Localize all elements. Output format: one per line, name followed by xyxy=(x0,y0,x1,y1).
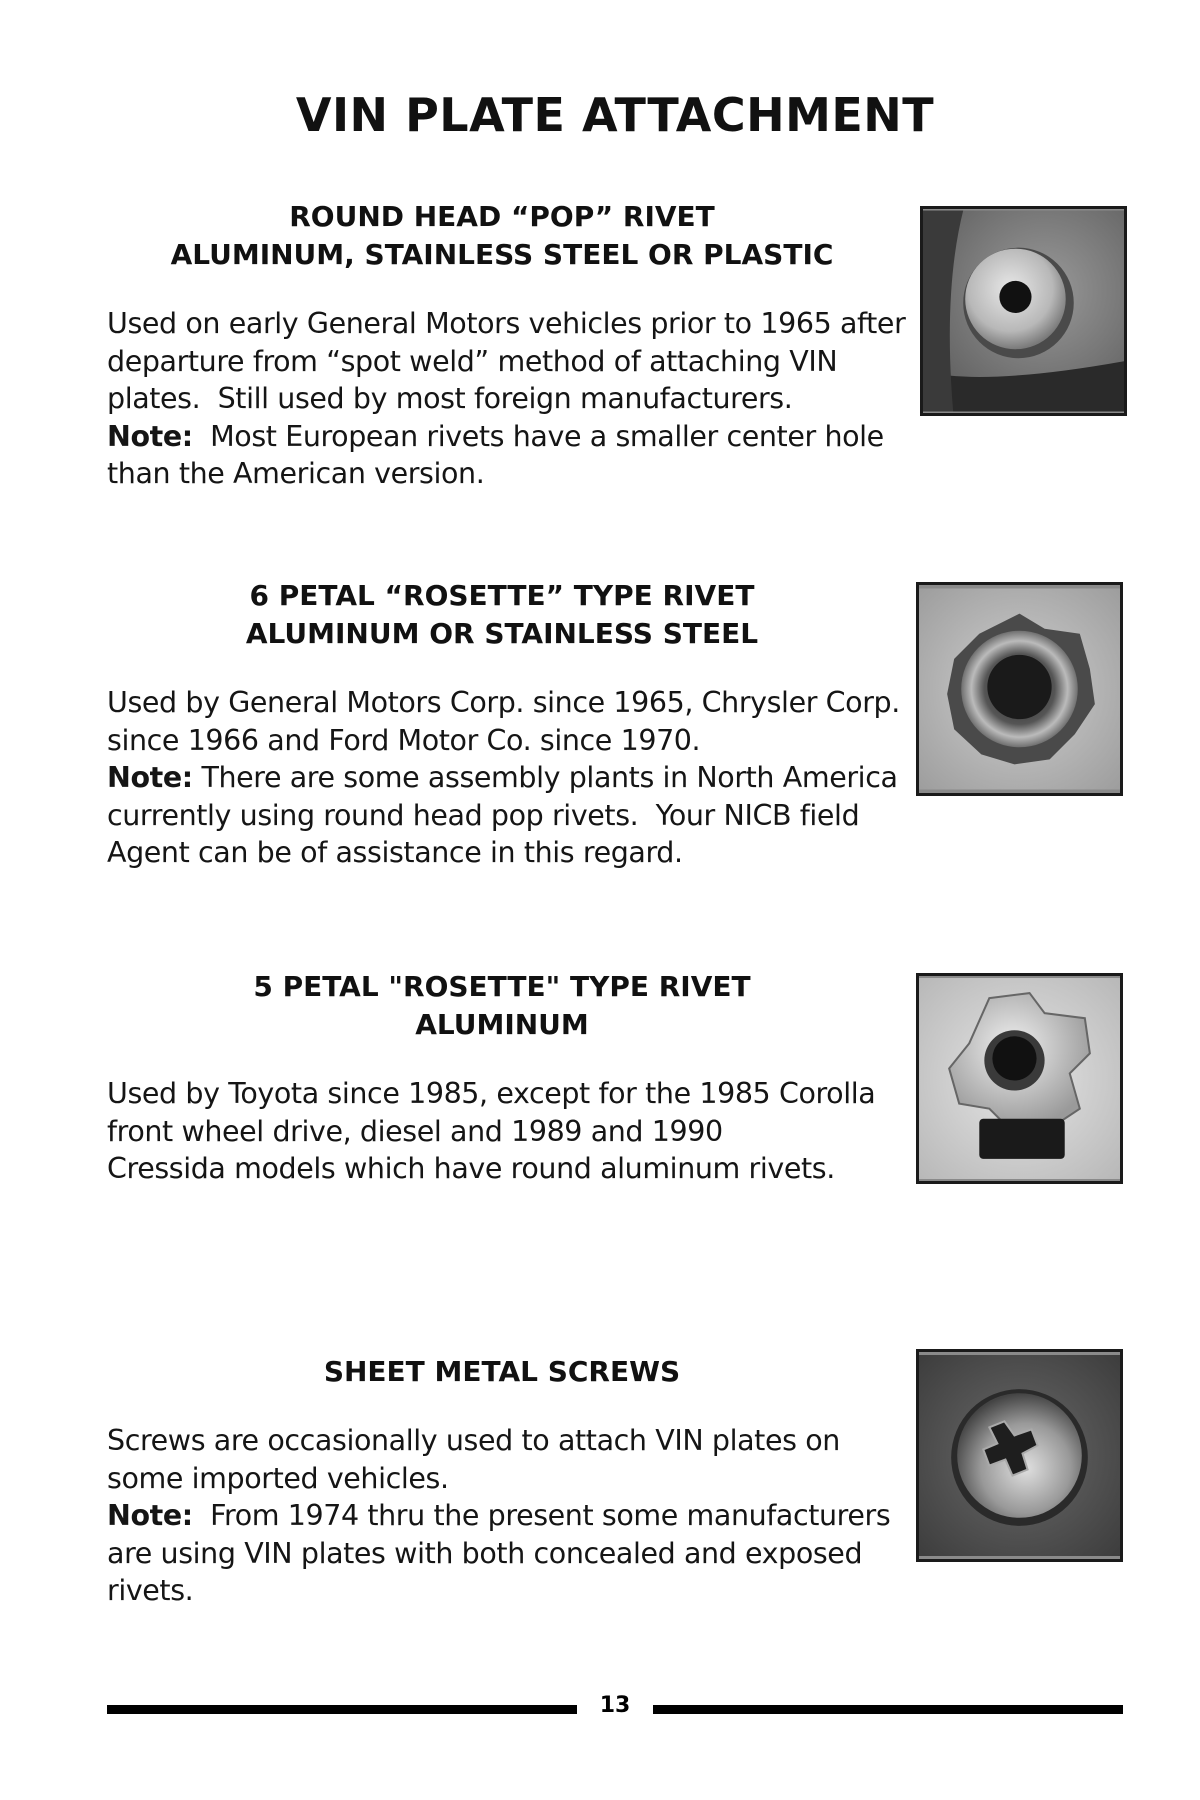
heading-line: ALUMINUM, STAINLESS STEEL OR PLASTIC xyxy=(170,238,834,271)
section-heading xyxy=(107,577,897,653)
heading-line: ALUMINUM OR STAINLESS STEEL xyxy=(245,617,759,650)
five-petal-rivet-image xyxy=(919,976,1120,1181)
note-line xyxy=(107,1497,897,1535)
note-line: rivets. xyxy=(107,1574,194,1607)
body-line: Used by General Motors Corp. since 1965, Chrysler Corp. xyxy=(107,686,900,719)
sheet-metal-screw-photo xyxy=(916,1349,1123,1562)
body-line: some imported vehicles. xyxy=(107,1461,449,1495)
section-heading xyxy=(107,198,897,274)
section-round-head-pop-rivet xyxy=(107,198,906,493)
heading-line: SHEET METAL SCREWS xyxy=(323,1355,681,1388)
body-line: front wheel drive, diesel and 1989 and 1990 xyxy=(107,1114,723,1148)
body-line: departure from “spot weld” method of attaching VIN xyxy=(107,344,838,378)
body-line: plates. Still used by most foreign manufacturers. xyxy=(107,382,793,415)
section-body xyxy=(107,1422,897,1610)
body-line: Used by Toyota since 1985, except for the 1985 Corolla xyxy=(107,1077,876,1110)
body-line: Used on early General Motors vehicles prior to 1965 after xyxy=(107,307,906,340)
sheet-metal-screw-image xyxy=(919,1352,1120,1559)
section-six-petal-rosette-rivet xyxy=(107,577,900,872)
six-petal-rosette-rivet-photo xyxy=(916,582,1123,796)
section-body xyxy=(107,684,900,872)
section-body xyxy=(107,305,906,493)
five-petal-rosette-rivet-photo xyxy=(916,973,1123,1184)
footer-rule-left xyxy=(107,1705,577,1714)
footer-rule-right xyxy=(653,1705,1123,1714)
note-line: are using VIN plates with both concealed and exposed xyxy=(107,1536,863,1570)
page-title: VIN PLATE ATTACHMENT xyxy=(295,88,935,142)
note-label: Note: xyxy=(107,761,193,794)
note-line: Agent can be of assistance in this regard. xyxy=(107,836,683,869)
note-text: There are some assembly plants in North America xyxy=(192,761,898,794)
body-line: since 1966 and Ford Motor Co. since 1970. xyxy=(107,723,701,757)
note-line xyxy=(107,418,897,456)
note-line xyxy=(107,759,897,797)
heading-line: 6 PETAL “ROSETTE” TYPE RIVET xyxy=(249,579,755,612)
section-sheet-metal-screws xyxy=(107,1353,897,1610)
body-line: Cressida models which have round aluminum rivets. xyxy=(107,1152,835,1185)
round-head-pop-rivet-photo xyxy=(920,206,1127,416)
body-line: Screws are occasionally used to attach VIN plates on xyxy=(107,1424,840,1457)
section-body xyxy=(107,1075,897,1188)
heading-line: ALUMINUM xyxy=(415,1008,589,1041)
heading-line: ROUND HEAD “POP” RIVET xyxy=(289,200,715,233)
section-heading xyxy=(107,968,897,1044)
pop-rivet-image xyxy=(923,209,1124,413)
page-number: 13 xyxy=(599,1693,631,1718)
section-five-petal-rosette-rivet xyxy=(107,968,897,1188)
heading-line: 5 PETAL "ROSETTE" TYPE RIVET xyxy=(253,970,751,1003)
note-line: than the American version. xyxy=(107,457,485,490)
note-text: From 1974 thru the present some manufacturers xyxy=(192,1499,891,1532)
note-label: Note: xyxy=(107,419,193,453)
note-label: Note: xyxy=(107,1499,193,1532)
six-petal-rivet-image xyxy=(919,585,1120,793)
section-heading xyxy=(107,1353,897,1391)
note-line: currently using round head pop rivets. Your NICB field xyxy=(107,798,860,832)
note-text: Most European rivets have a smaller center hole xyxy=(192,419,884,453)
